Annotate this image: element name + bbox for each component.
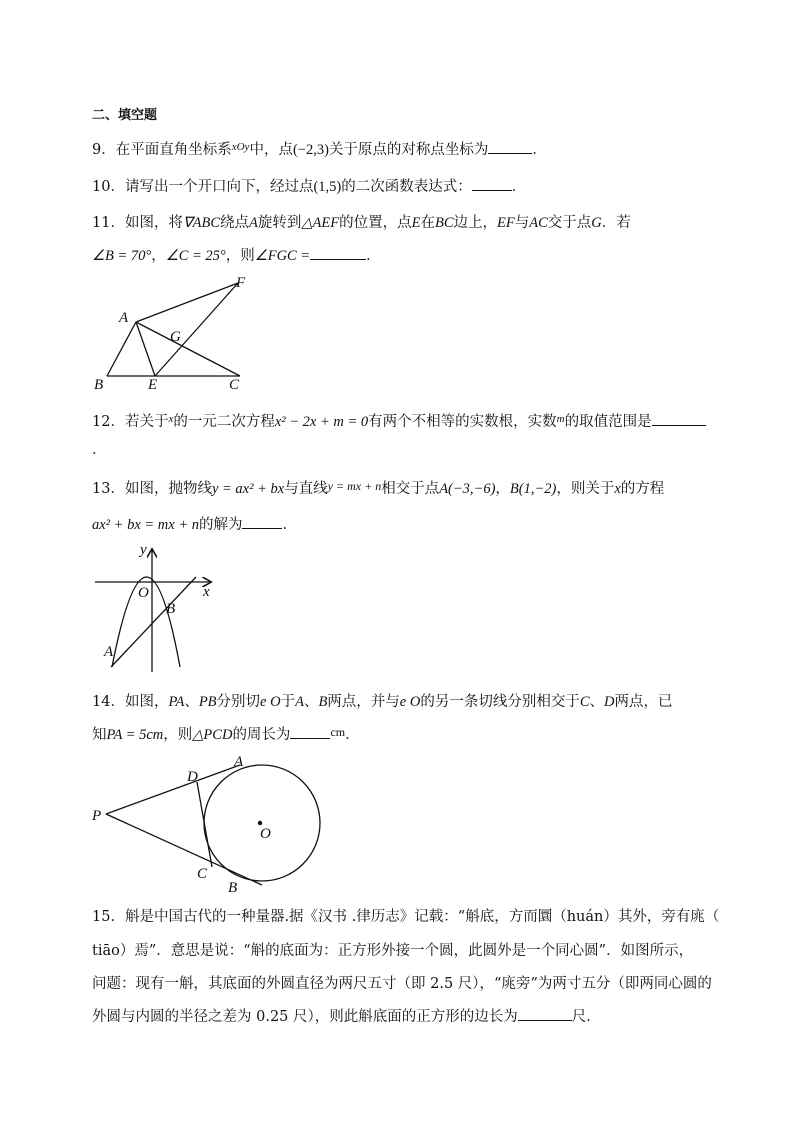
q9-point: (−2,3): [292, 142, 329, 158]
q14-text: 、: [184, 694, 199, 710]
q13-point-b: B(1,−2): [509, 481, 557, 497]
q11-triangle-abc: ∇ABC: [182, 215, 221, 231]
q14-text: 的另一条切线分别相交于: [420, 694, 580, 710]
q11-text: 如图，将: [124, 215, 183, 231]
q14-circle-o: e O: [260, 694, 281, 710]
q14-fig-label-o: O: [260, 826, 271, 842]
q14-given: PA = 5cm: [106, 727, 164, 743]
q14-fig-label-a: A: [234, 754, 244, 770]
q11-text: ，: [151, 248, 166, 264]
q14-text: 分别切: [216, 694, 261, 710]
q10-text-1: 请写出一个开口向下，经过点: [124, 179, 314, 195]
q13-fig-label-o: O: [138, 585, 149, 601]
q11-point-a: A: [249, 215, 258, 231]
q14-fig-label-p: P: [92, 808, 102, 824]
q11-text: 旋转到: [257, 215, 302, 231]
q13-fig-label-a: A: [104, 644, 114, 660]
q11-angle-b: ∠B = 70°: [92, 248, 152, 264]
q12-text: 的一元二次方程: [173, 414, 275, 430]
q11-angle-fgc: ∠FGC =: [254, 248, 311, 264]
q11-segment-bc: BC: [435, 215, 454, 231]
q13-text: ，: [495, 481, 510, 497]
q14-end: ．: [345, 727, 360, 743]
q14-point-c: C: [579, 694, 590, 710]
q13-text: 相交于点: [381, 481, 440, 497]
q12-text: 若关于: [124, 414, 169, 430]
q11-triangle-aef: △AEF: [301, 215, 340, 231]
q11-text: 交于点: [547, 215, 592, 231]
question-15-line-1: 15．斛是中国古代的一种量器.据《汉书 .律历志》记载：“斛底，方而圜（huán）其外，旁有庣（: [92, 909, 720, 925]
question-15-line-3: 问题：现有一斛，其底面的外圆直径为两尺五寸（即 2.5 尺），“庣旁”为两寸五分（即两同心圆的: [92, 976, 712, 992]
q15-answer-blank[interactable]: [518, 1006, 572, 1021]
q10-point: (1,5): [313, 179, 342, 195]
question-13-line-2: [92, 513, 297, 534]
q14-text: 、: [303, 694, 319, 710]
q12-text: 有两个不相等的实数根，实数: [368, 414, 557, 430]
q14-text: 如图，: [124, 694, 169, 710]
q11-segment-ef: EF: [497, 215, 515, 231]
q9-end: ．: [532, 142, 547, 158]
question-10: [92, 175, 526, 196]
question-14-line-1: [92, 690, 673, 711]
q11-text: 与: [514, 215, 530, 231]
q15-end: 尺．: [571, 1009, 601, 1025]
q14-triangle-pcd: △PCD: [192, 727, 233, 743]
q12-equation: x² − 2x + m = 0: [274, 414, 369, 430]
question-15-line-2: tiāo）焉”．意思是说：“斛的底面为：正方形外接一个圆，此圆外是一个同心圆”．如图所示，: [92, 943, 694, 959]
q11-number: 11．: [92, 215, 125, 231]
q11-answer-blank[interactable]: [310, 245, 366, 260]
q11-fig-label-f: F: [236, 275, 246, 291]
q11-text: ，则: [225, 248, 255, 264]
q13-answer-blank[interactable]: [242, 514, 282, 529]
q13-var-x: x: [614, 481, 621, 497]
q11-text: 绕点: [220, 215, 250, 231]
q13-parabola-eq: y = ax² + bx: [211, 481, 285, 497]
q14-figure: [90, 752, 330, 897]
q14-circle-o: e O: [399, 694, 421, 710]
q14-answer-blank[interactable]: [290, 724, 330, 739]
question-11-line-2: [92, 244, 381, 265]
q11-fig-label-c: C: [229, 377, 240, 393]
q13-fig-label-y: y: [140, 542, 147, 558]
q11-point-e: E: [411, 215, 421, 231]
q15-text: 外圆与内圆的半径之差为 0.25 尺），则此斛底面的正方形的边长为: [92, 1009, 518, 1025]
question-11-line-1: [92, 211, 631, 232]
question-15-line-4: [92, 1005, 601, 1026]
q14-fig-label-d: D: [187, 769, 198, 785]
q12-answer-blank[interactable]: [652, 411, 706, 426]
q11-text: ．若: [601, 215, 631, 231]
q9-number: 9．: [92, 142, 116, 158]
q11-fig-label-e: E: [148, 377, 158, 393]
q14-text: 于: [280, 694, 296, 710]
q13-line-eq: y = mx + n: [327, 479, 382, 493]
q10-text-2: 的二次函数表达式：: [341, 179, 472, 195]
q12-var-x: x: [168, 413, 174, 425]
q13-figure: [92, 542, 222, 677]
q14-text: 两点，已: [614, 694, 673, 710]
question-12: [92, 410, 706, 431]
q14-unit: cm: [330, 725, 346, 739]
q9-text-1: 在平面直角坐标系: [115, 142, 232, 158]
q13-number: 13．: [92, 481, 125, 497]
q13-text: 的解为: [198, 517, 243, 533]
q14-text: 两点，并与: [327, 694, 400, 710]
q10-end: ．: [511, 179, 527, 195]
q14-segment-pa: PA: [168, 694, 185, 710]
q11-text: 的位置，点: [339, 215, 412, 231]
question-14-line-2: [92, 723, 360, 744]
q11-angle-c: ∠C = 25°: [165, 248, 226, 264]
q11-end: ．: [366, 248, 381, 264]
q11-text: 边上，: [453, 215, 498, 231]
q11-segment-ac: AC: [529, 215, 548, 231]
q9-coord-system: xOy: [231, 141, 250, 153]
question-13-line-1: [92, 477, 664, 498]
section-title: 二、填空题: [92, 108, 158, 123]
q14-segment-pb: PB: [198, 694, 217, 710]
q13-fig-label-b: B: [166, 601, 176, 617]
q14-point-d: D: [604, 694, 615, 710]
question-9: [92, 138, 547, 159]
q9-text-3: 关于原点的对称点坐标为: [328, 142, 489, 158]
q9-text-2: 中，点: [249, 142, 293, 158]
q11-fig-label-g: G: [170, 329, 181, 345]
q10-number: 10．: [92, 179, 125, 195]
q14-text: 的周长为: [232, 727, 291, 743]
q13-point-a: A(−3,−6): [439, 481, 496, 497]
q12-end: ．: [92, 442, 107, 458]
q14-text: 、: [589, 694, 605, 710]
q13-fig-label-x: x: [203, 584, 210, 600]
q14-point-b: B: [318, 694, 328, 710]
q14-point-a: A: [295, 694, 304, 710]
q11-figure: [90, 272, 260, 392]
q12-text: 的取值范围是: [564, 414, 652, 430]
q11-fig-label-b: B: [94, 377, 104, 393]
q14-number: 14．: [92, 694, 125, 710]
q14-text: ，则: [163, 727, 193, 743]
q14-center-dot: [258, 821, 262, 825]
q12-var-m: m: [556, 413, 565, 425]
q13-text: 的方程: [620, 481, 665, 497]
q14-fig-label-b: B: [228, 880, 238, 896]
q13-text: ，则关于: [556, 481, 615, 497]
q9-answer-blank[interactable]: [488, 139, 532, 154]
q10-answer-blank[interactable]: [472, 176, 512, 191]
q11-text: 在: [420, 215, 435, 231]
q13-equation: ax² + bx = mx + n: [92, 517, 199, 533]
q13-text: 与直线: [284, 481, 328, 497]
q13-end: ．: [282, 517, 297, 533]
q13-text: 如图，抛物线: [124, 481, 212, 497]
q11-fig-label-a: A: [119, 310, 129, 326]
q14-fig-label-c: C: [197, 866, 208, 882]
q14-text: 知: [92, 727, 107, 743]
q12-number: 12．: [92, 414, 125, 430]
q11-point-g: G: [591, 215, 602, 231]
